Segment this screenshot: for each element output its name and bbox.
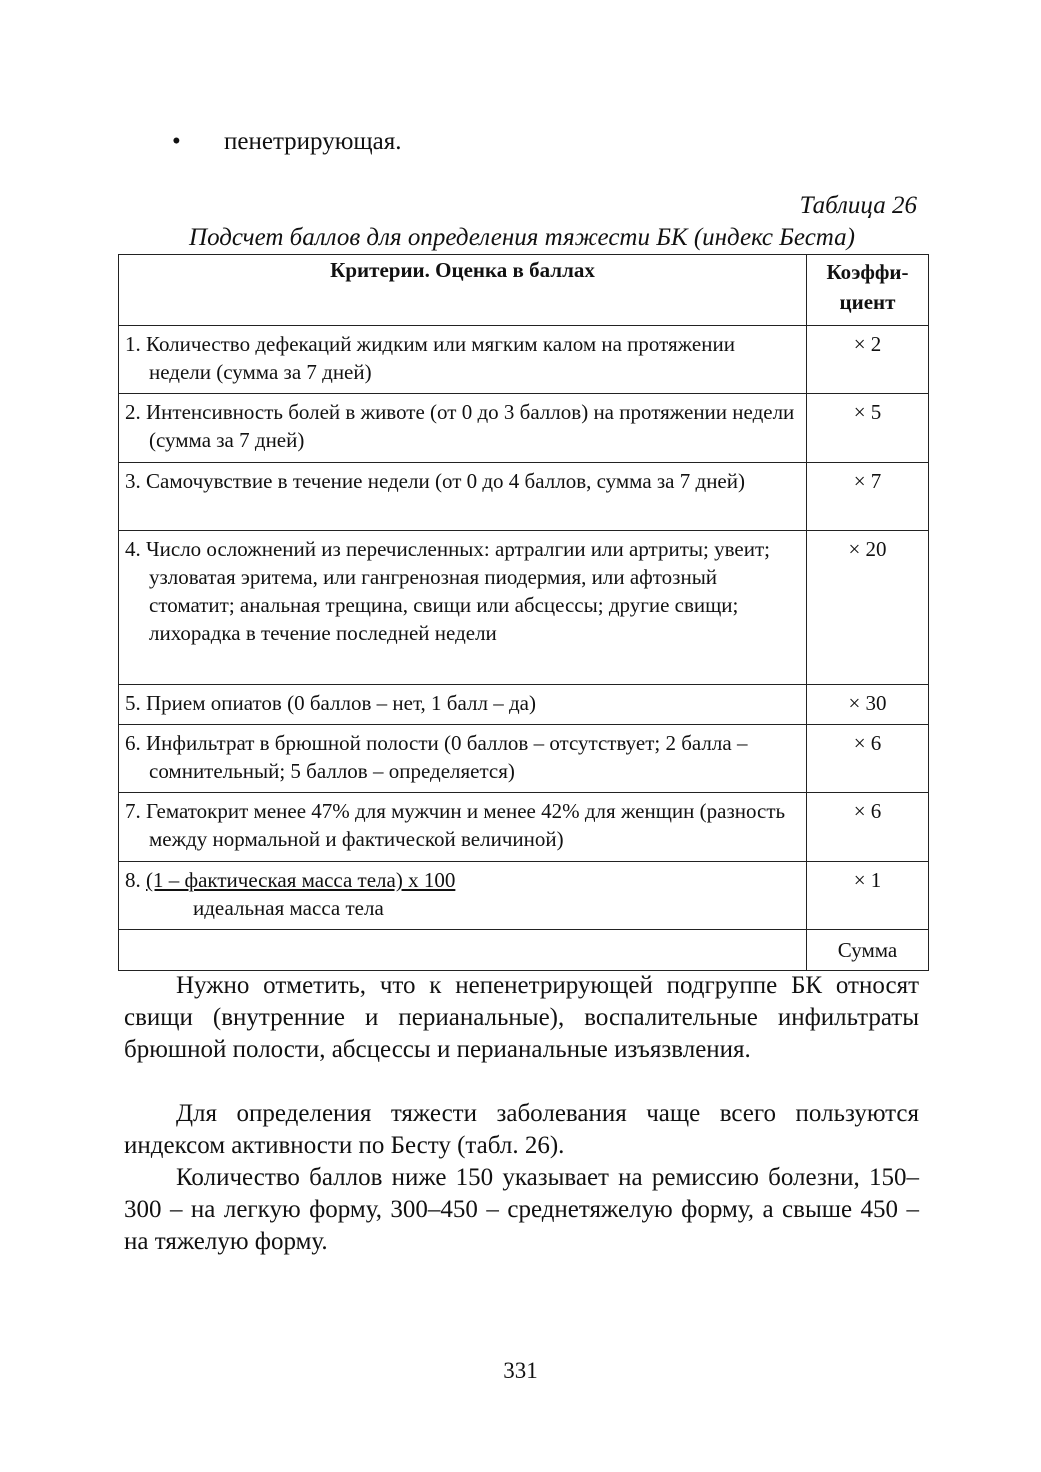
best-index-table <box>118 254 929 971</box>
coefficient: × 7 <box>807 463 929 531</box>
table-row <box>119 531 929 685</box>
coefficient: × 6 <box>807 725 929 793</box>
paragraph: Нужно отметить, что к непенетрирующей подгруппе БК относят свищи (внутренние и перианальные), воспалительные инфильтраты брюшной полости, абсцессы и перианальные изъязвления. <box>124 972 919 1063</box>
table-row <box>119 862 929 930</box>
table-row <box>119 463 929 531</box>
table-row <box>119 394 929 463</box>
header-criteria: Критерии. Оценка в баллах <box>119 255 807 326</box>
formula-denominator: идеальная масса тела <box>193 896 384 920</box>
header-coef-line2: циент <box>839 290 896 314</box>
criterion-text: 6. Инфильтрат в брюшной полости (0 баллов – отсутствует; 2 балла – сомнительный; 5 баллов – определяется) <box>125 731 748 783</box>
table-row <box>119 685 929 725</box>
paragraph: Количество баллов ниже 150 указывает на ремиссию болезни, 150–300 – на легкую форму, 300–450 – среднетяжелую форму, а свыше 450 – на тяжелую форму. <box>124 1164 919 1255</box>
formula-numerator: (1 – фактическая масса тела) х 100 <box>146 868 456 892</box>
criterion-text: 1. Количество дефекаций жидким или мягким калом на протяжении недели (сумма за 7 дней) <box>125 332 735 384</box>
coefficient: × 20 <box>807 531 929 685</box>
table-row <box>119 326 929 394</box>
criterion-text: 5. Прием опиатов (0 баллов – нет, 1 балл – да) <box>125 691 536 715</box>
bullet-item <box>172 124 402 160</box>
criterion-formula <box>119 862 807 930</box>
table-number: Таблица 26 <box>799 192 917 219</box>
coefficient: × 1 <box>807 862 929 930</box>
coefficient: × 30 <box>807 685 929 725</box>
sum-empty-cell <box>119 930 807 971</box>
coefficient: × 2 <box>807 326 929 394</box>
table-row <box>119 793 929 862</box>
criterion-number: 8. <box>125 868 146 892</box>
page-number: 331 <box>503 1358 538 1383</box>
criterion-text: 3. Самочувствие в течение недели (от 0 до 4 баллов, сумма за 7 дней) <box>125 469 745 493</box>
coefficient: × 5 <box>807 394 929 463</box>
header-coefficient <box>807 255 929 326</box>
paragraph: Для определения тяжести заболевания чаще всего пользуются индексом активности по Бесту (табл. 26). <box>124 1100 919 1159</box>
criterion-text: 4. Число осложнений из перечисленных: артралгии или артриты; увеит; узловатая эритема, или гангренозная пиодермия, или афтозный стоматит; анальная трещина, свищи или абсцессы; другие свищи; лихорадка в течение последней недели <box>125 537 770 645</box>
sum-label: Сумма <box>807 930 929 971</box>
table-sum-row <box>119 930 929 971</box>
criterion-text: 2. Интенсивность болей в животе (от 0 до 3 баллов) на протяжении недели (сумма за 7 дней) <box>125 400 795 452</box>
criterion-text: 7. Гематокрит менее 47% для мужчин и менее 42% для женщин (разность между нормальной и фактической величиной) <box>125 799 786 851</box>
table-header-row <box>119 255 929 326</box>
table-title: Подсчет баллов для определения тяжести БК (индекс Беста) <box>189 224 855 251</box>
table-row <box>119 725 929 793</box>
coefficient: × 6 <box>807 793 929 862</box>
header-coef-line1: Коэффи- <box>826 260 909 284</box>
bullet-text: пенетрирующая. <box>224 128 402 155</box>
bullet-marker: • <box>172 128 181 155</box>
